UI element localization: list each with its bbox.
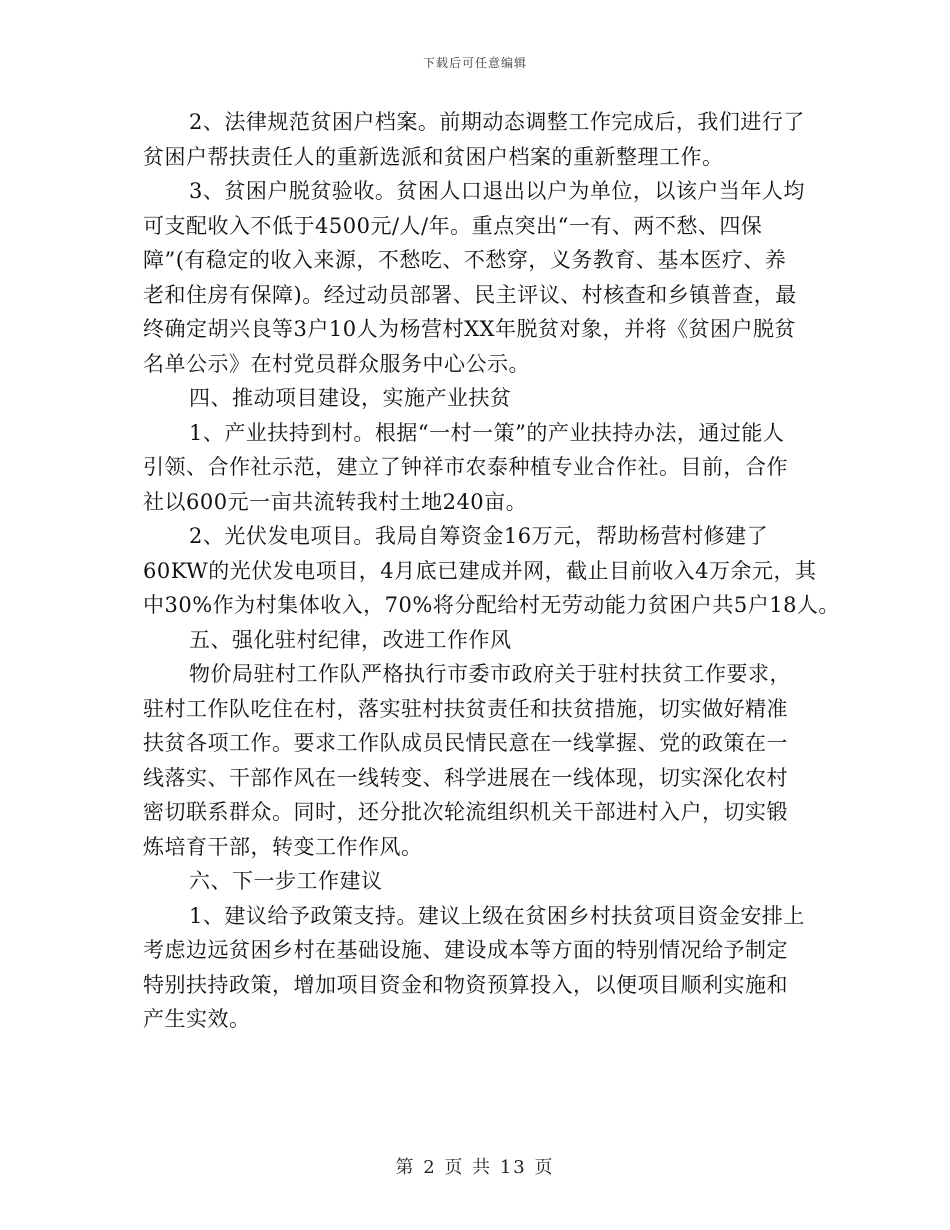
page-number: 第 2 页 共 13 页 xyxy=(395,1157,555,1178)
text-line: 中30%作为村集体收入，70%将分配给村无劳动能力贫困户共5户18人。 xyxy=(143,593,840,617)
text-line: 密切联系群众。同时，还分批次轮流组织机关干部进村入户，切实锻 xyxy=(143,800,788,824)
text-line: 贫困户帮扶责任人的重新选派和贫困户档案的重新整理工作。 xyxy=(143,144,724,169)
text-line: 障”(有稳定的收入来源，不愁吃、不愁穿，义务教育、基本医疗、养 xyxy=(143,248,787,272)
text-line: 五、强化驻村纪律，改进工作作风 xyxy=(189,627,512,652)
text-line: 六、下一步工作建议 xyxy=(189,869,383,893)
text-line: 3、贫困户脱贫验收。贫困人口退出以户为单位，以该户当年人均 xyxy=(189,179,805,203)
text-line: 特别扶持政策，增加项目资金和物资预算投入，以便项目顺利实施和 xyxy=(143,972,788,997)
text-line: 60KW的光伏发电项目，4月底已建成并网，截止目前收入4万余元，其 xyxy=(143,558,817,583)
text-line: 1、建议给予政策支持。建议上级在贫困乡村扶贫项目资金安排上 xyxy=(189,903,805,928)
page-header: 下载后可任意编辑 xyxy=(422,56,527,70)
text-line: 引领、合作社示范，建立了钟祥市农泰种植专业合作社。目前，合作 xyxy=(143,455,788,479)
text-line: 考虑边远贫困乡村在基础设施、建设成本等方面的特别情况给予制定 xyxy=(143,938,788,962)
text-line: 可支配收入不低于4500元/人/年。重点突出“一有、两不愁、四保 xyxy=(143,213,763,238)
text-line: 老和住房有保障)。经过动员部署、民主评议、村核查和乡镇普查，最 xyxy=(143,282,797,307)
text-line: 2、法律规范贫困户档案。前期动态调整工作完成后，我们进行了 xyxy=(189,110,805,134)
text-line: 驻村工作队吃住在村，落实驻村扶贫责任和扶贫措施，切实做好精准 xyxy=(143,696,788,721)
text-line: 物价局驻村工作队严格执行市委市政府关于驻村扶贫工作要求， xyxy=(189,662,791,686)
text-line: 2、光伏发电项目。我局自筹资金16万元，帮助杨营村修建了 xyxy=(189,524,769,548)
text-line: 产生实效。 xyxy=(143,1007,251,1031)
text-line: 1、产业扶持到村。根据“一村一策”的产业扶持办法，通过能人 xyxy=(189,420,785,445)
text-line: 线落实、干部作风在一线转变、科学进展在一线体现，切实深化农村 xyxy=(143,765,788,790)
text-line: 社以600元一亩共流转我村土地240亩。 xyxy=(143,489,528,514)
text-line: 炼培育干部，转变工作作风。 xyxy=(143,834,423,859)
text-line: 扶贫各项工作。要求工作队成员民情民意在一线掌握、党的政策在一 xyxy=(143,731,788,755)
text-line: 四、推动项目建设，实施产业扶贫 xyxy=(189,386,512,410)
text-line: 名单公示》在村党员群众服务中心公示。 xyxy=(143,351,530,376)
text-line: 终确定胡兴良等3户10人为杨营村XX年脱贫对象，并将《贫困户脱贫 xyxy=(143,317,796,341)
document-body xyxy=(143,105,840,1037)
